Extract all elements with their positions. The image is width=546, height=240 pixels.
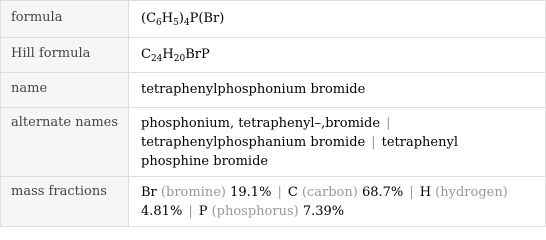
formula-part: BrP <box>185 47 210 62</box>
formula-part: P(Br) <box>189 11 225 26</box>
formula-subscript: 24 <box>150 54 163 64</box>
mass-fraction: 4.81% <box>141 204 183 219</box>
separator: | <box>277 185 282 200</box>
row-alternate-names <box>1 107 545 176</box>
mass-fractions-value <box>141 183 537 221</box>
row-label-name: name <box>11 81 48 96</box>
mass-fraction: 19.1% <box>230 185 272 200</box>
element-symbol: H <box>419 185 432 200</box>
alt-names-line <box>141 152 537 171</box>
separator: | <box>188 204 193 219</box>
formula-subscript: 20 <box>173 54 186 64</box>
element-name: (carbon) <box>301 185 358 200</box>
alt-name: phosphonium, tetraphenyl–,bromide <box>141 116 381 131</box>
separator: | <box>409 185 414 200</box>
label-cell <box>1 108 129 176</box>
formula-part: H <box>162 47 174 62</box>
alt-name: tetraphenyl <box>381 135 458 150</box>
row-label-mass-fractions: mass fractions <box>11 184 107 199</box>
alternate-names-value <box>141 114 537 171</box>
label-cell <box>1 1 129 37</box>
formula-part: H <box>161 11 174 26</box>
formula-part: ) <box>178 11 184 26</box>
row-formula <box>1 1 545 37</box>
element-symbol: C <box>287 185 298 200</box>
element-name: (phosphorus) <box>211 204 299 219</box>
row-label-hill-formula: Hill formula <box>11 46 91 61</box>
alt-names-line <box>141 133 537 152</box>
alt-names-line <box>141 114 537 133</box>
alt-name: tetraphenylphosphanium bromide <box>141 135 366 150</box>
formula-subscript: 5 <box>173 18 179 28</box>
mass-line <box>141 202 537 221</box>
mass-line <box>141 183 537 202</box>
row-label-formula: formula <box>11 10 63 25</box>
row-label-alternate-names: alternate names <box>11 115 119 130</box>
separator: | <box>386 116 391 131</box>
element-symbol: P <box>198 204 208 219</box>
row-mass-fractions <box>1 176 545 226</box>
row-name <box>1 72 545 107</box>
name-value: tetraphenylphosphonium bromide <box>141 82 366 97</box>
formula-part: (C <box>141 11 157 26</box>
mass-fraction: 7.39% <box>302 204 345 219</box>
label-cell <box>1 73 129 107</box>
hill-formula-value <box>141 45 537 64</box>
mass-fraction: 68.7% <box>361 185 404 200</box>
separator: | <box>371 135 376 150</box>
label-cell <box>1 38 129 72</box>
element-name: (hydrogen) <box>435 185 508 200</box>
formula-value <box>141 9 537 28</box>
formula-subscript: 6 <box>156 18 162 28</box>
element-symbol: Br <box>141 185 157 200</box>
formula-part: C <box>141 47 151 62</box>
formula-subscript: 4 <box>183 18 190 28</box>
label-cell <box>1 177 129 226</box>
alt-name: phosphine bromide <box>141 154 269 169</box>
element-name: (bromine) <box>160 185 226 200</box>
row-hill-formula <box>1 37 545 72</box>
